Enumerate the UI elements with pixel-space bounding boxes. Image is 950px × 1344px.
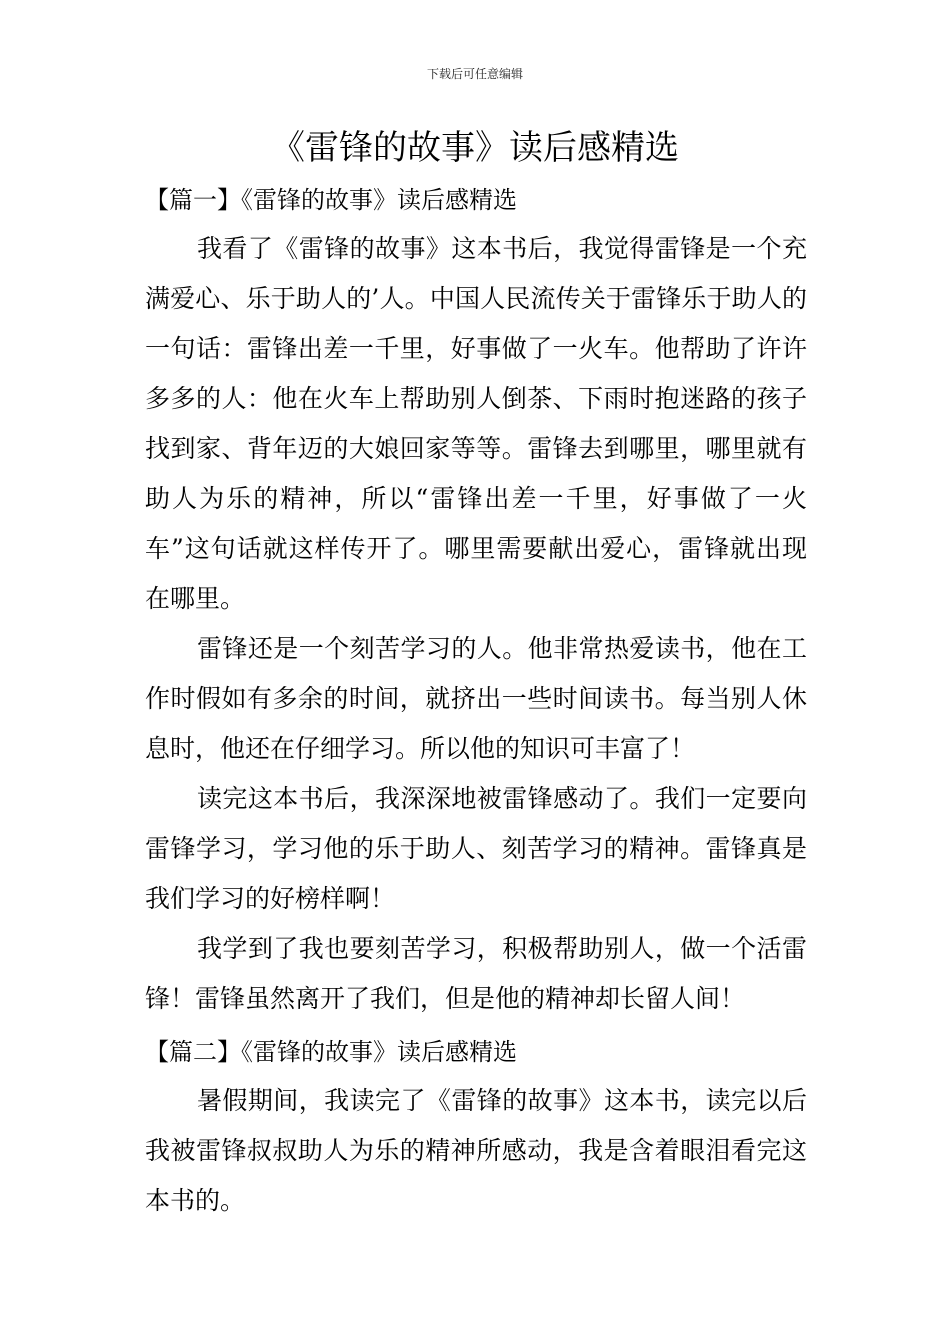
section-1-paragraph-4: 我学到了我也要刻苦学习，积极帮助别人，做一个活雷锋！雷锋虽然离开了我们，但是他的精神却长留人间！ <box>145 934 807 1013</box>
section-1-paragraph-2: 雷锋还是一个刻苦学习的人。他非常热爱读书，他在工作时假如有多余的时间，就挤出一些时间读书。每当别人休息时，他还在仔细学习。所以他的知识可丰富了！ <box>145 634 807 763</box>
section-1-paragraph-3: 读完这本书后，我深深地被雷锋感动了。我们一定要向雷锋学习，学习他的乐于助人、刻苦学习的精神。雷锋真是我们学习的好榜样啊！ <box>145 784 807 913</box>
section-heading-1: 【篇一】《雷锋的故事》读后感精选 <box>145 186 517 214</box>
section-1-paragraph-1: 我看了《雷锋的故事》这本书后，我觉得雷锋是一个充满爱心、乐于助人的’人。中国人民流传关于雷锋乐于助人的一句话：雷锋出差一千里，好事做了一火车。他帮助了许许多多的人：他在火车上帮助别人倒茶、下雨时抱迷路的孩子找到家、背年迈的大娘回家等等。雷锋去到哪里，哪里就有助人为乐的精神，所以“雷锋出差一千里，好事做了一火车”这句话就这样传开了。哪里需要献出爱心，雷锋就出现在哪里。 <box>145 234 807 613</box>
header-note: 下载后可任意编辑 <box>426 67 523 81</box>
section-2-paragraph-1: 暑假期间，我读完了《雷锋的故事》这本书，读完以后我被雷锋叔叔助人为乐的精神所感动，我是含着眼泪看完这本书的。 <box>145 1086 807 1215</box>
document-body <box>145 176 807 1226</box>
document-title: 《雷锋的故事》读后感精选 <box>271 128 679 168</box>
section-heading-2: 【篇二】《雷锋的故事》读后感精选 <box>145 1038 517 1066</box>
